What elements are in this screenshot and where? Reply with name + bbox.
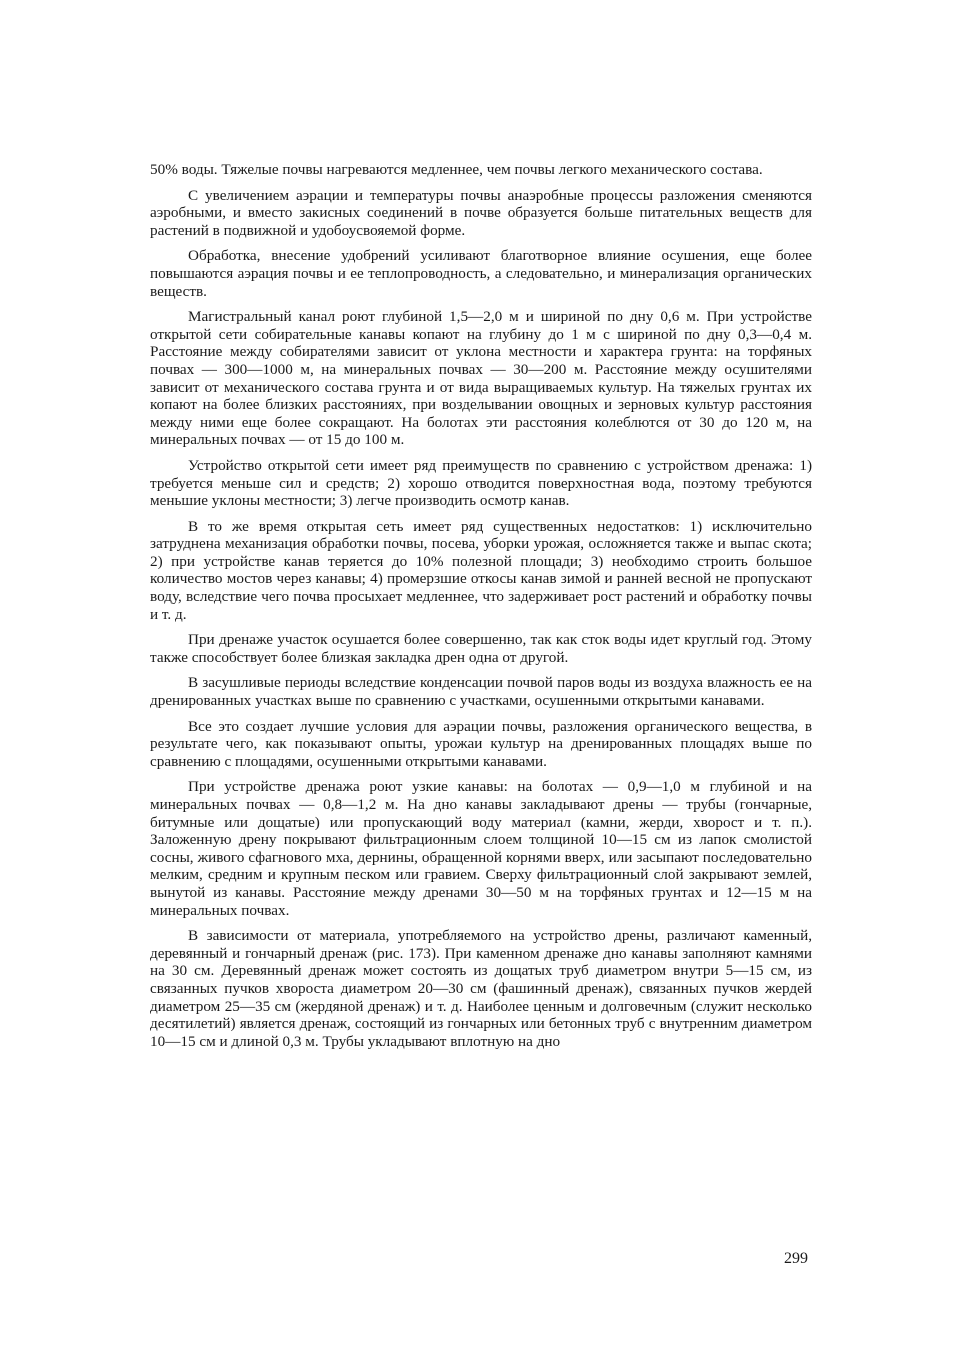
paragraph-7: При дренаже участок осушается более совершенно, так как сток воды идет круглый год. Этому также способствует более близкая закладка дрен одна от другой. [150, 631, 812, 666]
page-number: 299 [784, 1250, 808, 1267]
paragraph-9: Все это создает лучшие условия для аэрации почвы, разложения органического вещества, в результате чего, как показывают опыты, урожаи культур на дренированных площадях выше по сравнению с площадями, осушенными открытыми канавами. [150, 717, 812, 770]
paragraph-8: В засушливые периоды вследствие конденсации почвой паров воды из воздуха влажность ее на дренированных участках выше по сравнению с участками, осушенными открытыми канавами. [150, 674, 812, 710]
paragraph-5: Устройство открытой сети имеет ряд преимуществ по сравнению с устройством дренажа: 1) требуется меньше сил и средств; 2) хорошо отводится поверхностная вода, поэтому требуются меньшие уклоны местности; 3) легче производить осмотр канав. [150, 456, 812, 510]
paragraph-3: Обработка, внесение удобрений усиливают благотворное влияние осушения, еще более повышаются аэрация почвы и ее теплопроводность, а следовательно, и минерализация органических веществ. [150, 247, 812, 300]
paragraph-4: Магистральный канал роют глубиной 1,5—2,0 м и шириной по дну 0,6 м. При устройстве открытой сети собирательные канавы копают на глубину до 1 м с шириной по дну 0,3—0,4 м. Расстояние между собирателями зависит от уклона местности и характера грунта: на торфяных почвах — 300—1000 м, на минеральных почвах — 30—200 м. Расстояние между осушителями зависит от механического состава грунта и от вида выращиваемых культур. На тяжелых грунтах их копают на более близких расстояниях, при возделывании овощных и зерновых культур расстояния между ними еще более сокращают. На болотах эти расстояния колеблются от 30 до 120 м, на минеральных почвах — от 15 до 100 м. [150, 308, 812, 449]
paragraph-1: 50% воды. Тяжелые почвы нагреваются медленнее, чем почвы легкого механического состава. [150, 161, 763, 178]
paragraph-2: С увеличением аэрации и температуры почвы анаэробные процессы разложения сменяются аэробными, и вместо закисных соединений в почве образуется больше питательных веществ для растений в подвижной и удобоусвояемой форме. [150, 186, 812, 239]
paragraph-10: При устройстве дренажа роют узкие канавы: на болотах — 0,9—1,0 м глубиной и на минеральных почвах — 0,8—1,2 м. На дно канавы закладывают дрены — трубы (гончарные, битумные или дощатые) или пропускающий воду материал (камни, жерди, хворост и т. п.). Заложенную дрену покрывают фильтрационным слоем толщиной 10—15 см из лапок смолистой сосны, живого сфагнового мха, дернины, обращенной корнями вверх, или засыпают последовательно мелким, средним и крупным песком или гравием. Сверху фильтрационный слой закрывают землей, вынутой из канавы. Расстояние между дренами 30—50 м на торфяных грунтах и 12—15 м на минеральных почвах. [150, 778, 812, 919]
page-text [150, 161, 812, 1058]
paragraph-11: В зависимости от материала, употребляемого на устройство дрены, различают каменный, деревянный и гончарный дренаж (рис. 173). При каменном дренаже дно канавы заполняют камнями на 30 см. Деревянный дренаж может состоять из дощатых труб диаметром внутри 5—15 см, из связанных пучков хвороста диаметром 20—30 см (фашинный дренаж), связанных пучков жердей диаметром 25—35 см (жердяной дренаж) и т. д. Наиболее ценным и долговечным (служит несколько десятилетий) является дренаж, состоящий из гончарных или бетонных труб с внутренним диаметром 10—15 см и длиной 0,3 м. Трубы укладывают вплотную на дно [150, 927, 812, 1050]
paragraph-6: В то же время открытая сеть имеет ряд существенных недостатков: 1) исключительно затруднена механизация обработки почвы, посева, уборки урожая, осложняется также и выпас скота; 2) при устройстве канав теряется до 10% полезной площади; 3) необходимо строить большое количество мостов через канавы; 4) промерзшие откосы канав зимой и ранней весной не пропускают воду, вследствие чего почва просыхает медленнее, что задерживает рост растений и обработку почвы и т. д. [150, 517, 812, 623]
